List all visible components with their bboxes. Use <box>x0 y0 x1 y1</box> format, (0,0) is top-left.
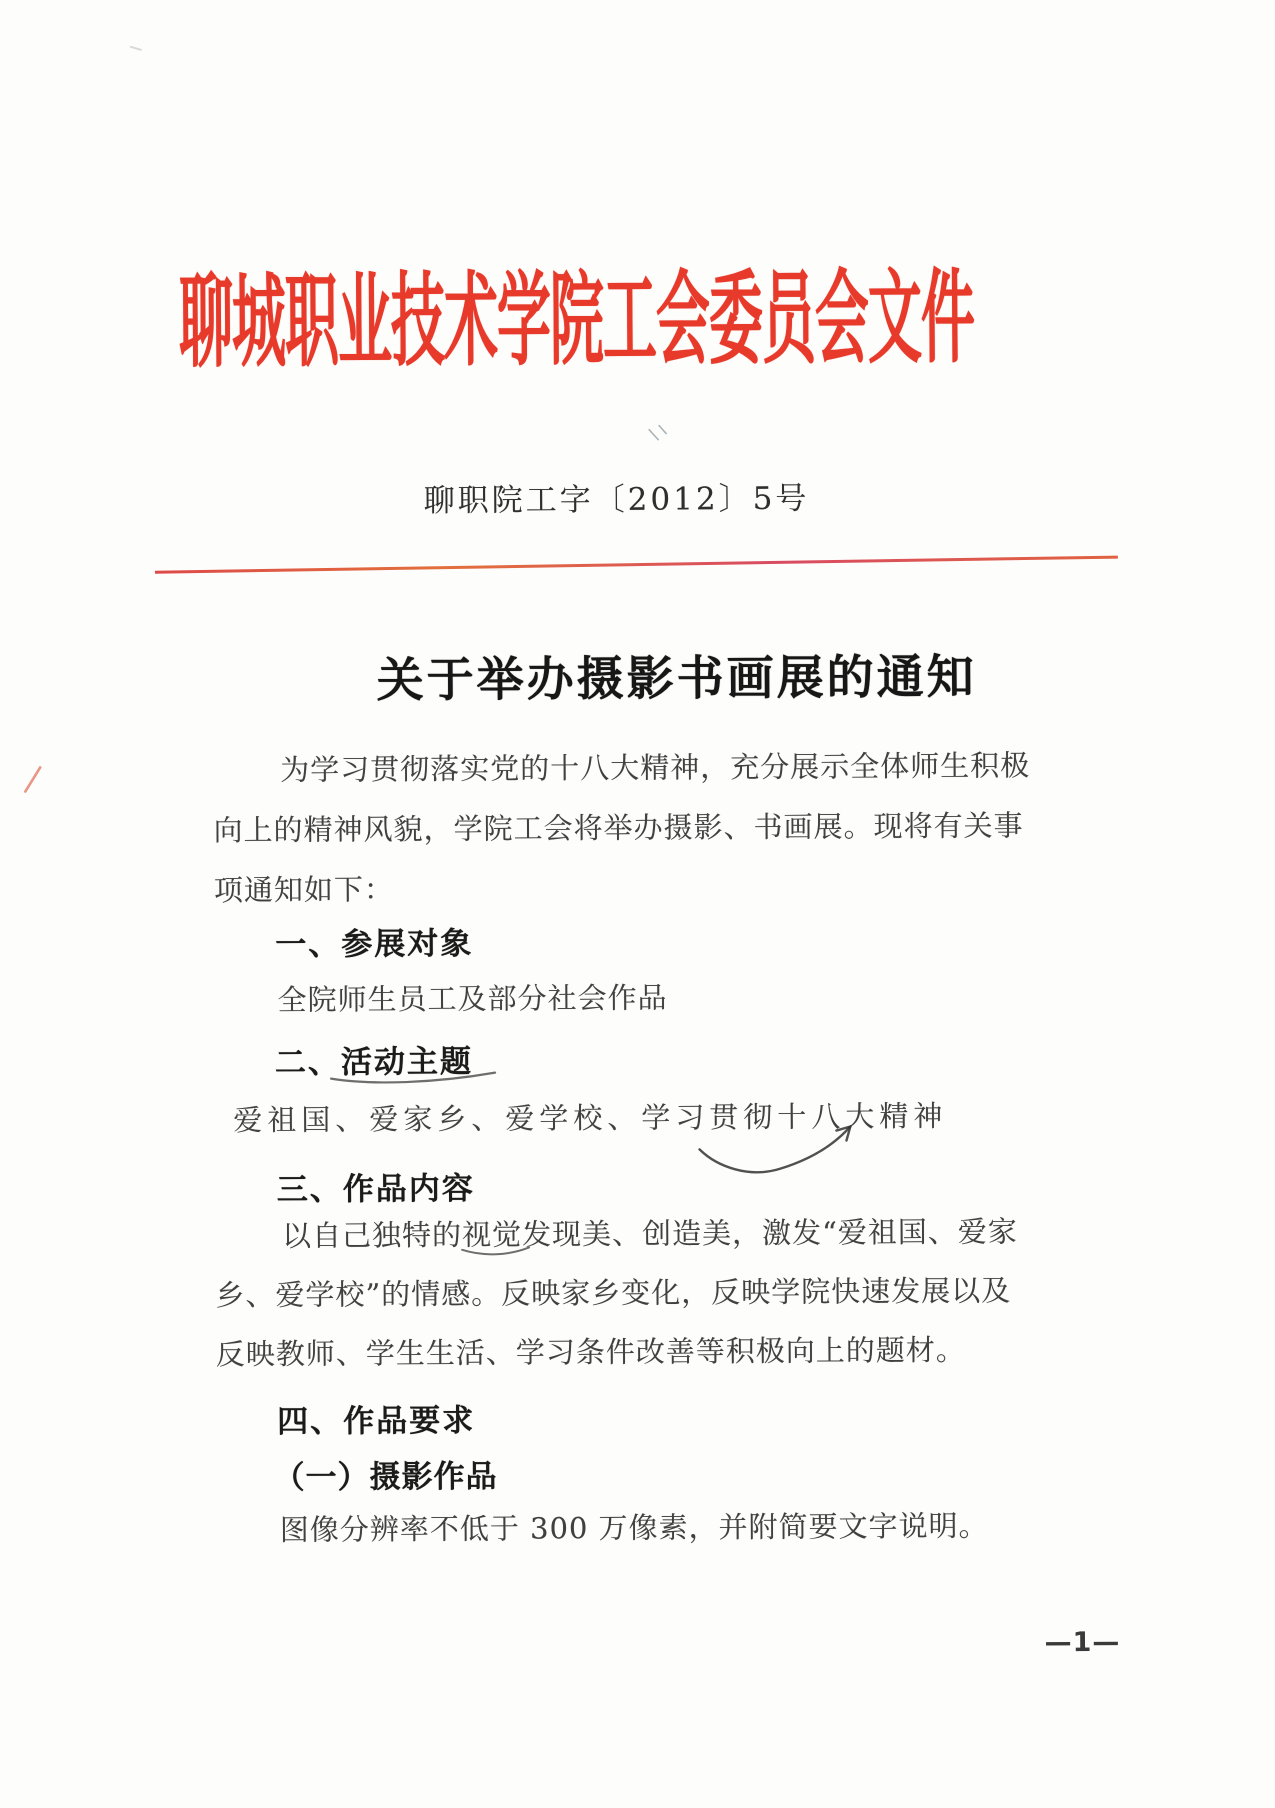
section-2-body: 爱祖国、爱家乡、爱学校、学习贯彻十八大精神 <box>233 1098 948 1138</box>
intro-line-3: 项通知如下： <box>213 872 395 908</box>
notice-title: 关于举办摄影书画展的通知 <box>376 649 977 709</box>
subsection-1-body: 图像分辨率不低于 300 万像素，并附简要文字说明。 <box>279 1508 989 1547</box>
section-1-body: 全院师生员工及部分社会作品 <box>277 980 668 1017</box>
section-1-heading: 一、参展对象 <box>275 925 474 963</box>
subsection-1-heading: （一）摄影作品 <box>273 1458 498 1497</box>
intro-line-2: 向上的精神风貌，学院工会将举办摄影、书画展。现将有关事 <box>213 808 1024 848</box>
section-3-body-line-1: 以自己独特的视觉发现美、创造美，激发“爱祖国、爱家 <box>281 1214 1018 1253</box>
section-3-heading: 三、作品内容 <box>276 1170 475 1208</box>
scan-smudge-icon <box>131 47 141 50</box>
section-4-heading: 四、作品要求 <box>277 1402 476 1440</box>
letterhead <box>0 243 1157 382</box>
section-3-body-line-2: 乡、爱学校”的情感。反映家乡变化，反映学院快速发展以及 <box>215 1273 1012 1313</box>
red-margin-tick-icon <box>25 767 40 791</box>
stray-pen-tick-icon <box>649 426 666 440</box>
page-number: —1— <box>1044 1626 1121 1659</box>
intro-line-1: 为学习贯彻落实党的十八大精神，充分展示全体师生积极 <box>280 748 1031 787</box>
letterhead-title: 聊城职业技术学院工会委员会文件 <box>178 257 975 383</box>
section-3-body-line-3: 反映教师、学生生活、学习条件改善等积极向上的题材。 <box>215 1332 966 1372</box>
document-number: 聊职院工字〔2012〕5号 <box>423 480 810 520</box>
red-separator-rule <box>155 556 1118 574</box>
section-2-heading: 二、活动主题 <box>274 1043 474 1081</box>
